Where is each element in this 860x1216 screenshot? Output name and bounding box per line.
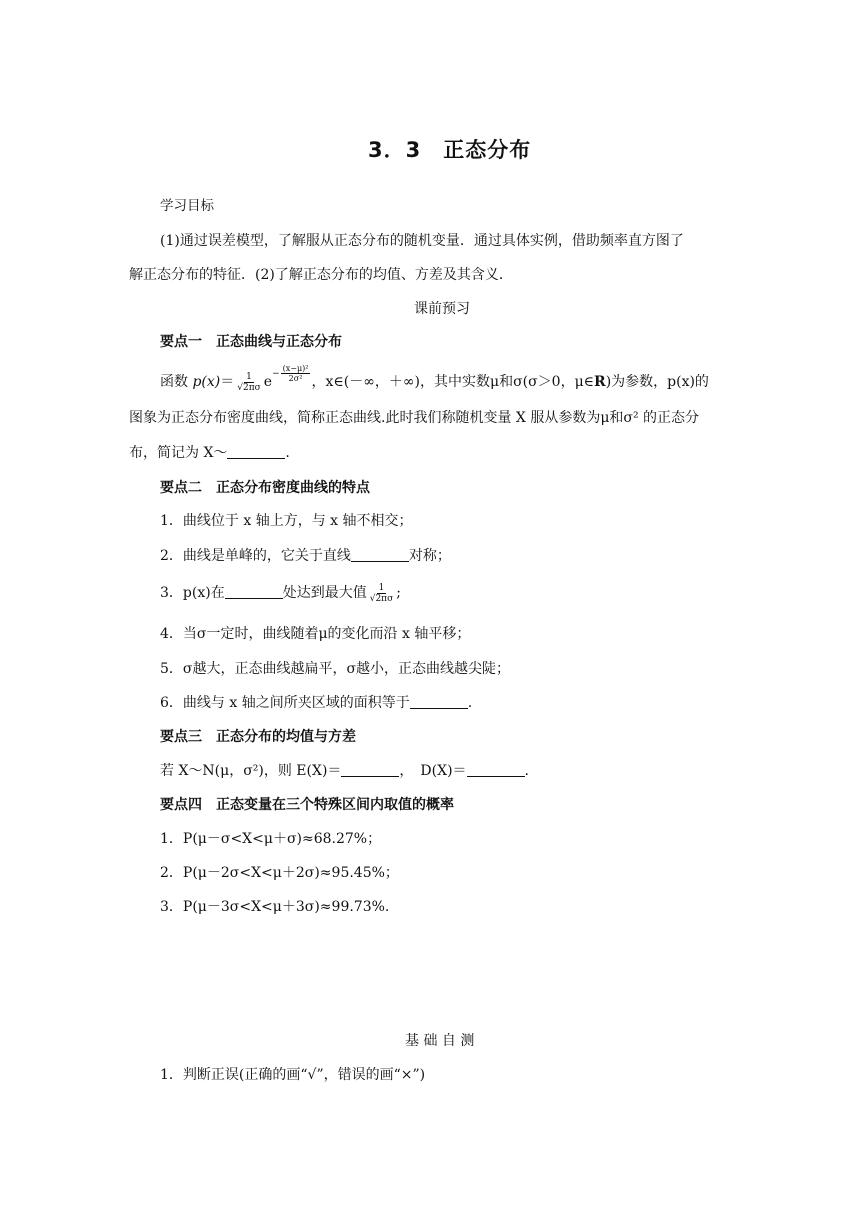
point1-line-3: [129, 442, 290, 462]
exponent-denominator: 2σ²: [288, 374, 303, 383]
period: .: [524, 763, 529, 779]
max-numerator: 1: [378, 582, 385, 593]
self-test-item-1: 1．判断正误(正确的画“√”，错误的画“×”): [160, 1067, 426, 1083]
max-value-fraction: [368, 583, 396, 604]
point3-heading: 要点三 正态分布的均值与方差: [160, 729, 356, 745]
point2-item-5: 5．σ越大，正态曲线越扁平，σ越小，正态曲线越尖陡；: [160, 661, 511, 677]
variance-text: ， D(X)＝: [399, 763, 467, 779]
mean-text: 若 X～N(μ，σ²)，则 E(X)＝: [160, 763, 342, 779]
coefficient-denominator: √2πσ: [237, 382, 261, 393]
point4-item-1: 1．P(μ－σ<X<μ＋σ)≈68.27%；: [160, 831, 382, 847]
exponent-numerator: (x−μ)²: [282, 364, 309, 373]
fill-in-blank[interactable]: [410, 695, 468, 709]
point2-heading: 要点二 正态分布密度曲线的特点: [160, 480, 370, 496]
item3-suffix: ;: [396, 585, 401, 601]
point4-heading: 要点四 正态变量在三个特殊区间内取值的概率: [160, 797, 454, 813]
equals-sign: ＝: [220, 374, 235, 390]
point4-item-2: 2．P(μ－2σ<X<μ＋2σ)≈95.45%；: [160, 865, 399, 881]
point1-heading: 要点一 正态曲线与正态分布: [160, 334, 342, 350]
item3-mid: 处达到最大值: [282, 585, 367, 601]
point3-line: [160, 760, 529, 780]
item6-suffix: .: [467, 695, 473, 711]
exponent-minus: −: [272, 369, 280, 379]
objectives-heading: 学习目标: [160, 198, 214, 214]
point1-line-2: 图象为正态分布密度曲线，简称正态曲线.此时我们称随机变量 X 服从参数为μ和σ² 的正态分: [129, 410, 700, 426]
period: .: [285, 445, 290, 461]
point2-item-1: 1．曲线位于 x 轴上方，与 x 轴不相交；: [160, 513, 413, 529]
density-coefficient: [235, 372, 263, 393]
fill-in-blank[interactable]: [351, 548, 409, 562]
point2-item-3: [160, 582, 401, 604]
point2-item-2: [160, 545, 451, 565]
notation-text: 布，简记为 X～: [129, 445, 228, 461]
exponent: [272, 364, 311, 383]
real-numbers-symbol: R: [594, 374, 606, 390]
preview-heading: 课前预习: [414, 301, 470, 317]
euler-e: e: [263, 374, 273, 390]
function-label: 函数: [160, 374, 188, 390]
point4-item-3: 3．P(μ－3σ<X<μ＋3σ)≈99.73%.: [160, 899, 390, 915]
fill-in-blank[interactable]: [225, 585, 283, 599]
coefficient-numerator: 1: [246, 371, 252, 382]
objectives-line-1: (1)通过误差模型，了解服从正态分布的随机变量．通过具体实例，借助频率直方图了: [160, 233, 684, 249]
fill-in-blank[interactable]: [467, 763, 525, 777]
item6-text: 6．曲线与 x 轴之间所夹区域的面积等于: [160, 695, 410, 711]
item2-suffix: 对称；: [408, 548, 451, 564]
point1-formula-line: [160, 364, 709, 393]
point2-item-4: 4．当σ一定时，曲线随着μ的变化而沿 x 轴平移；: [160, 626, 471, 642]
formula-domain-text: ，x∈(－∞，＋∞)，其中实数μ和σ(σ＞0，μ∈: [311, 374, 595, 390]
fill-in-blank[interactable]: [227, 445, 285, 459]
formula-params-text: )为参数，p(x)的: [605, 374, 709, 390]
max-denominator: √2πσ: [369, 593, 394, 604]
objectives-line-2: 解正态分布的特征．(2)了解正态分布的均值、方差及其含义．: [129, 267, 513, 283]
item3-text: 3．p(x)在: [160, 585, 225, 601]
exponent-fraction: [281, 364, 311, 383]
p-of-x: p(x): [192, 374, 221, 390]
self-test-heading: 基 础 自 测: [405, 1033, 475, 1049]
page-title: 3．3 正态分布: [368, 138, 532, 162]
item2-text: 2．曲线是单峰的，它关于直线: [160, 548, 351, 564]
fill-in-blank[interactable]: [341, 763, 399, 777]
point2-item-6: [160, 692, 472, 712]
